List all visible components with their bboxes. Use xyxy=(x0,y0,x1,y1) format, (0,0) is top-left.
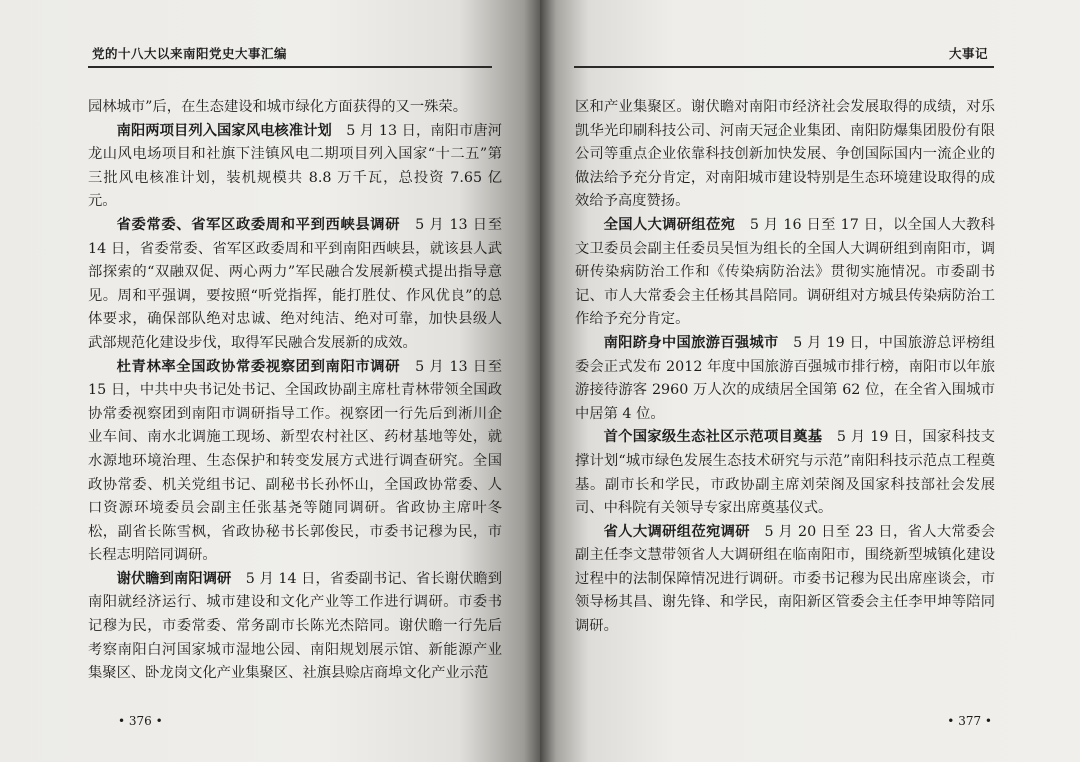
entry-heading: 南阳跻身中国旅游百强城市 xyxy=(603,334,779,351)
right-body-text xyxy=(575,96,995,639)
entry-heading: 谢伏瞻到南阳调研 xyxy=(116,570,232,587)
right-page xyxy=(540,0,1080,762)
continuation-paragraph: 园林城市”后，在生态建设和城市绿化方面获得的又一殊荣。 xyxy=(88,99,468,115)
entry-paragraph xyxy=(575,332,995,426)
entry-paragraph xyxy=(88,214,502,356)
right-header-rule xyxy=(574,66,994,68)
left-page-number: • 376 • xyxy=(118,714,163,728)
entry-paragraph xyxy=(575,214,995,332)
entry-paragraph xyxy=(88,120,502,214)
left-running-head: 党的十八大以来南阳党史大事汇编 xyxy=(92,46,288,61)
entry-text: 5 月 19 日，国家科技支撑计划“城市绿色发展生态技术研究与示范”南阳科技示范点工程奠基。副市长和学民，市政协副主席刘荣阁及国家科技部社会发展司、中科院有关领导专家出席奠基仪式。 xyxy=(575,429,996,517)
entry-text: 5 月 20 日至 23 日，省人大常委会副主任李文慧带领省人大调研组在临南阳市，围绕新型城镇化建设过程中的法制保障情况进行调研。市委书记穆为民出席座谈会，市领导杨其昌、谢先锋、和学民，南阳新区管委会主任李甲坤等陪同调研。 xyxy=(575,523,996,635)
entry-text: 5 月 16 日至 17 日，以全国人大教科文卫委员会副主任委员吴恒为组长的全国人大调研组到南阳市，调研传染病防治工作和《传染病防治法》贯彻实施情况。市委副书记、市人大常委会主任杨其昌陪同。调研组对方城县传染病防治工作给予充分肯定。 xyxy=(575,216,996,328)
continuation-paragraph: 区和产业集聚区。谢伏瞻对南阳市经济社会发展取得的成绩，对乐凯华光印刷科技公司、河南天冠企业集团、南阳防爆集团股份有限公司等重点企业依靠科技创新加快发展、争创国际国内一流企业的做法给予充分肯定，对南阳城市建设特别是生态环境建设取得的成效给予高度赞扬。 xyxy=(575,99,995,210)
entry-paragraph xyxy=(575,521,995,639)
left-body-text xyxy=(88,96,502,686)
entry-heading: 杜青林率全国政协常委视察团到南阳市调研 xyxy=(116,358,401,375)
entry-heading: 省人大调研组莅宛调研 xyxy=(603,523,750,540)
right-running-head: 大事记 xyxy=(948,46,988,61)
entry-heading: 全国人大调研组莅宛 xyxy=(603,216,736,233)
entry-heading: 省委常委、省军区政委周和平到西峡县调研 xyxy=(116,216,401,233)
entry-heading: 南阳两项目列入国家风电核准计划 xyxy=(116,122,332,139)
entry-text: 5 月 13 日至 14 日，省委常委、省军区政委周和平到南阳西峡县，就该县人武部探索的“双融双促、两心两力”军民融合发展新模式提出指导意见。周和平强调，要按照“听党指挥，能打胜仗、作风优良”的总体要求，确保部队绝对忠诚、绝对纯洁、绝对可靠，加快县级人武部规范化建设步伐，取得军民融合发展新的成效。 xyxy=(88,216,503,351)
entry-paragraph xyxy=(575,426,995,520)
entry-text: 5 月 14 日，省委副书记、省长谢伏瞻到南阳就经济运行、城市建设和文化产业等工作进行调研。市委书记穆为民，市委常委、常务副市长陈光杰陪同。谢伏瞻一行先后考察南阳白河国家城市湿地公园、南阳规划展示馆、新能源产业集聚区、卧龙岗文化产业集聚区、社旗县赊店商埠文化产业示范 xyxy=(88,570,503,682)
right-page-number: • 377 • xyxy=(947,714,992,728)
entry-text: 5 月 13 日，南阳市唐河龙山风电场项目和社旗下洼镇风电二期项目列入国家“十二五”第三批风电核准计划，装机规模共 8.8 万千瓦，总投资 7.65 亿元。 xyxy=(88,122,503,210)
left-header-rule xyxy=(88,66,492,68)
entry-paragraph xyxy=(88,568,502,686)
entry-paragraph xyxy=(88,356,502,568)
entry-text: 5 月 13 日至 15 日，中共中央书记处书记、全国政协副主席杜青林带领全国政协常委视察团到南阳市调研指导工作。视察团一行先后到淅川企业车间、南水北调施工现场、新型农村社区、药材基地等处，就水源地环境治理、生态保护和转变发展方式进行调查研究。全国政协常委、机关党组书记、副秘书长孙怀山，全国政协常委、人口资源环境委员会副主任张基尧等随同调研。省政协主席叶冬松，副省长陈雪枫，省政协秘书长郭俊民，市委书记穆为民，市长程志明陪同调研。 xyxy=(88,358,503,564)
entry-text: 5 月 19 日，中国旅游总评榜组委会正式发布 2012 年度中国旅游百强城市排行榜，南阳市以年旅游接待游客 2960 万人次的成绩居全国第 62 位，在全省入围城市中居第 4 位。 xyxy=(575,334,996,422)
entry-heading: 首个国家级生态社区示范项目奠基 xyxy=(603,429,823,446)
